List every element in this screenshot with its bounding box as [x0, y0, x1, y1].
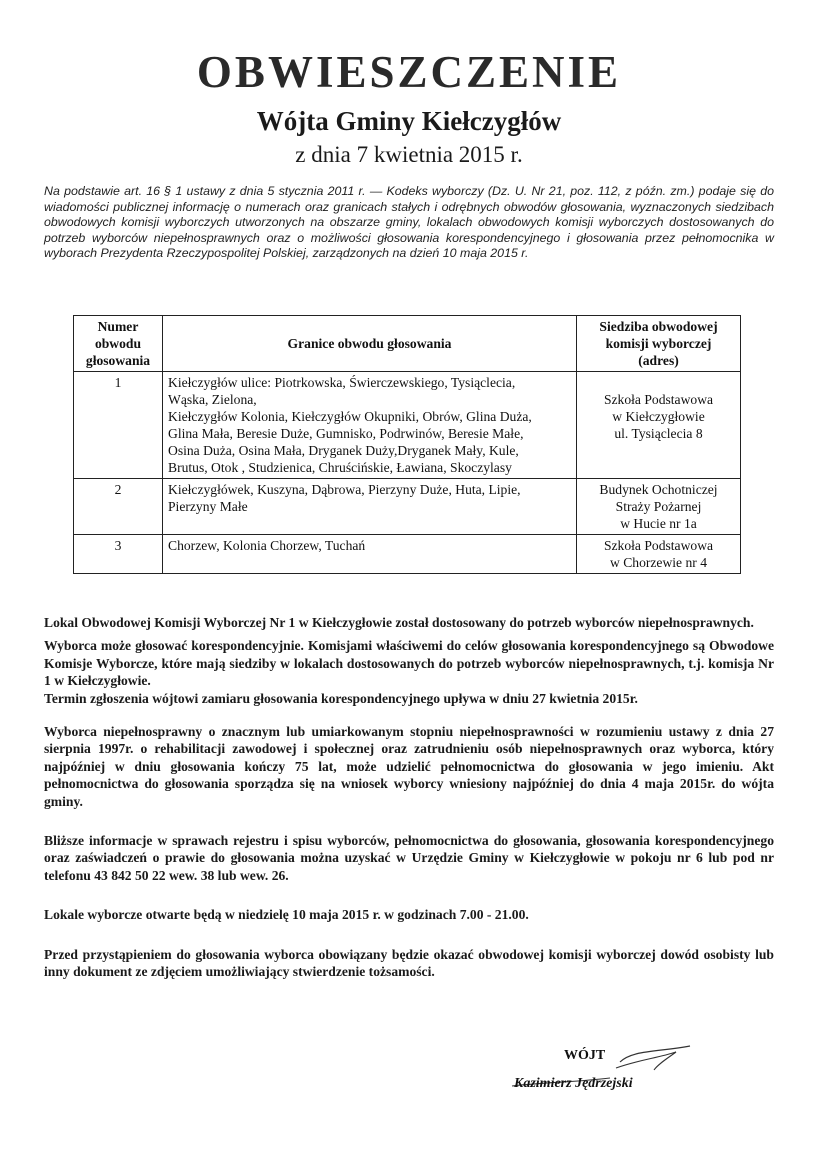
table-row — [74, 535, 741, 574]
bounds-line: Pierzyny Małe — [168, 499, 248, 514]
seat-line: Szkoła Podstawowa — [603, 392, 714, 407]
paragraph-contact-info: Bliższe informacje w sprawach rejestru i spisu wyborców, pełnomocnictwa do głosowania, głosowania korespondencyjnego oraz zaświadczeń o prawie do głosowania można uzyskać w Urzędzie Gminy w Kiełczygłowie w pokoju nr 6 lub pod nr telefonu 43 842 50 22 wew. 38 lub wew. 26. — [44, 833, 774, 883]
seat-line: Budynek Ochotniczej — [599, 482, 718, 497]
seat-line: w Hucie nr 1a — [620, 516, 697, 531]
header-seat — [577, 316, 741, 372]
district-number: 1 — [74, 372, 163, 479]
document-date: z dnia 7 kwietnia 2015 r. — [295, 142, 523, 167]
header-seat-line: komisji wyborczej — [605, 336, 712, 351]
paragraph-proxy-voting: Wyborca niepełnosprawny o znacznym lub umiarkowanym stopniu niepełnosprawności w rozumieniu ustawy z dnia 27 sierpnia 1997r. o rehabilitacji zawodowej i społecznej oraz zatrudnieniu osób niepełnosprawnych oraz wyborca, który najpóźniej w dniu głosowania kończy 75 lat, może udzielić pełnomocnictwa do głosowania w jego imieniu. Akt pełnomocnictwa do głosowania sporządza się na wniosek wyborcy wniesiony najpóźniej do dnia 4 maja 2015r. do wójta gminy. — [44, 724, 774, 809]
bounds-line: Chorzew, Kolonia Chorzew, Tuchań — [168, 538, 366, 553]
seat-line: w Chorzewie nr 4 — [609, 555, 707, 570]
document-title: OBWIESZCZENIE — [196, 47, 622, 97]
districts-table — [73, 315, 741, 574]
header-number — [74, 316, 163, 372]
table-header-row — [74, 316, 741, 372]
district-seat — [577, 479, 741, 535]
seat-line: Szkoła Podstawowa — [603, 538, 714, 553]
paragraph-postal-deadline: Termin zgłoszenia wójtowi zamiaru głosowania korespondencyjnego upływa w dniu 27 kwietnia 2015r. — [44, 690, 638, 706]
table-row — [74, 479, 741, 535]
district-bounds — [163, 479, 577, 535]
bounds-line: Kiełczygłów ulice: Piotrkowska, Świerczewskiego, Tysiąclecia, — [168, 375, 516, 390]
notice-body — [44, 614, 774, 981]
bounds-line: Brutus, Otok , Studzienica, Chruścińskie, Ławiana, Skoczylasy — [168, 460, 512, 475]
bounds-line: Kiełczygłów Kolonia, Kiełczygłów Okupniki, Obrów, Glina Duża, — [168, 409, 532, 424]
paragraph-postal-voting: Wyborca może głosować korespondencyjnie. Komisjami właściwemi do celów głosowania korespondencyjnego są Obwodowe Komisje Wyborcze, które mają siedziby w lokalach dostosowanych do potrzeb wyborców niepełnosprawnych, t.j. komisja Nr 1 w Kiełczygłowie. — [44, 638, 774, 689]
header-seat-line: (adres) — [638, 353, 679, 368]
seat-line: w Kiełczygłowie — [612, 409, 705, 424]
signature-block — [508, 1048, 708, 1108]
district-seat — [577, 372, 741, 479]
intro-paragraph — [44, 184, 774, 262]
signature-scribble-icon — [508, 1042, 708, 1102]
signature-name: Kazimierz Jędrzejski — [514, 1076, 633, 1091]
district-seat — [577, 535, 741, 574]
district-number: 2 — [74, 479, 163, 535]
bounds-line: Kiełczygłówek, Kuszyna, Dąbrowa, Pierzyny Duże, Huta, Lipie, — [168, 482, 521, 497]
paragraph-accessible-venue: Lokal Obwodowej Komisji Wyborczej Nr 1 w Kiełczygłowie został dostosowany do potrzeb wyborców niepełnosprawnych. — [44, 615, 754, 630]
district-bounds — [163, 535, 577, 574]
header-number-line: obwodu — [94, 336, 142, 351]
bounds-line: Wąska, Zielona, — [168, 392, 257, 407]
header-number-line: głosowania — [85, 353, 151, 368]
bounds-line: Osina Duża, Osina Mała, Dryganek Duży,Dryganek Mały, Kule, — [168, 443, 519, 458]
intro-text: Na podstawie art. 16 § 1 ustawy z dnia 5 stycznia 2011 r. — Kodeks wyborczy (Dz. U. Nr 21, poz. 112, z późn. zm.) podaje się do wiadomości publicznej informację o numerach oraz granicach stałych i odrębnych obwodów głosowania, wyznaczonych siedzibach obwodowych komisji wyborczych utworzonych na obszarze gminy, lokalach obwodowych komisji wyborczych dostosowanych do potrzeb wyborców niepełnosprawnych oraz o możliwości głosowania korespondencyjnego i głosowania przez pełnomocnika w wyborach Prezydenta Rzeczypospolitej Polskiej, zarządzonych na dzień 10 maja 2015 r. — [44, 184, 774, 261]
seat-line: ul. Tysiąclecia 8 — [614, 426, 703, 441]
header-number-line: Numer — [97, 319, 139, 334]
header-bounds: Granice obwodu głosowania — [163, 316, 577, 372]
signature-role: WÓJT — [564, 1048, 606, 1063]
bounds-line: Glina Mała, Beresie Duże, Gumnisko, Podrwinów, Beresie Małe, — [168, 426, 524, 441]
document-subtitle: Wójta Gminy Kiełczygłów — [256, 106, 562, 136]
paragraph-opening-hours: Lokale wyborcze otwarte będą w niedzielę 10 maja 2015 r. w godzinach 7.00 - 21.00. — [44, 907, 529, 923]
district-bounds — [163, 372, 577, 479]
header-seat-line: Siedziba obwodowej — [599, 319, 718, 334]
paragraph-id-requirement: Przed przystąpieniem do głosowania wyborca obowiązany będzie okazać obwodowej komisji wyborczej dowód osobisty lub inny dokument ze zdjęciem umożliwiający stwierdzenie tożsamości. — [44, 946, 774, 980]
table-row — [74, 372, 741, 479]
seat-line: Straży Pożarnej — [615, 499, 702, 514]
district-number: 3 — [74, 535, 163, 574]
